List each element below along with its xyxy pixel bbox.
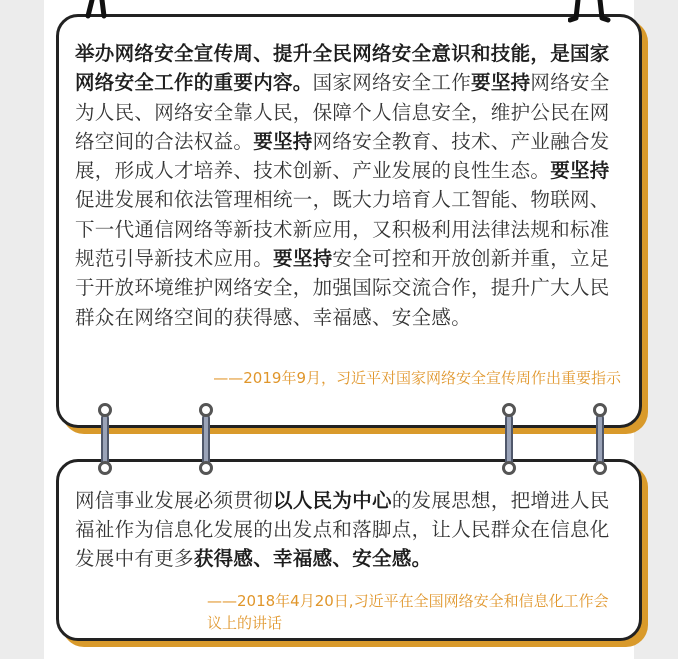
quote-card-2019	[56, 14, 642, 428]
text-segment: 网络安全为人民、网络安全靠人民，保障个人信息安全，维护公民在网络空间的合法权益。	[75, 71, 610, 153]
binder-ring-hole	[98, 461, 112, 475]
text-segment: 促进发展和依法管理相统一，既大力培育人工智能、物联网、下一代通信网络等新技术新应用，又积极利用法律法规和标准规范引导新技术应用。	[75, 188, 610, 271]
binder-ring-hole	[593, 403, 607, 417]
text-segment: 安全可控和开放创新并重，立足于开放环境维护网络安全，加强国际交流合作，提升广大人民群众在网络空间的获得感、幸福感、安全感。	[75, 247, 610, 329]
text-segment: 以人民为中心	[273, 489, 392, 512]
binder-ring-hole	[593, 461, 607, 475]
quote-card-2018	[56, 459, 642, 641]
text-segment: 的发展思想，把增进人民福祉作为信息化发展的出发点和落脚点，让人民群众在信息化发展中有更多	[75, 489, 610, 570]
binder-ring-hole	[199, 403, 213, 417]
text-segment: 要坚持	[273, 247, 333, 271]
quote-source-2019: ——2019年9月，习近平对国家网络安全宣传周作出重要指示	[213, 369, 621, 387]
quote-text-2019	[75, 39, 623, 332]
binder-ring-hole	[502, 461, 516, 475]
binder-ring	[101, 414, 109, 468]
binder-ring	[202, 414, 210, 468]
binder-ring-hole	[199, 461, 213, 475]
quote-text-2018	[75, 486, 623, 573]
quote-source-2018: ——2018年4月20日,习近平在全国网络安全和信息化工作会议上的讲话	[207, 592, 609, 632]
left-margin-strip	[0, 0, 44, 659]
binder-ring-hole	[502, 403, 516, 417]
cartoon-legs-right-illustration	[568, 0, 638, 24]
binder-ring	[596, 414, 604, 468]
text-segment: 获得感、幸福感、安全感。	[193, 547, 432, 570]
text-segment: 举办网络安全宣传周、提升全民网络安全意识和技能，是国家网络安全工作的重要内容。	[75, 42, 610, 95]
binder-ring	[505, 414, 513, 468]
text-segment: 要坚持	[253, 129, 313, 153]
text-segment: 要坚持	[471, 71, 531, 95]
text-segment: 网信事业发展必须贯彻	[75, 489, 274, 512]
binder-ring-hole	[98, 403, 112, 417]
text-segment: 网络安全教育、技术、产业融合发展，形成人才培养、技术创新、产业发展的良性生态。	[75, 129, 610, 183]
text-segment: 要坚持	[550, 159, 610, 183]
cartoon-legs-left-illustration	[84, 0, 144, 20]
text-segment: 国家网络安全工作	[312, 71, 472, 95]
